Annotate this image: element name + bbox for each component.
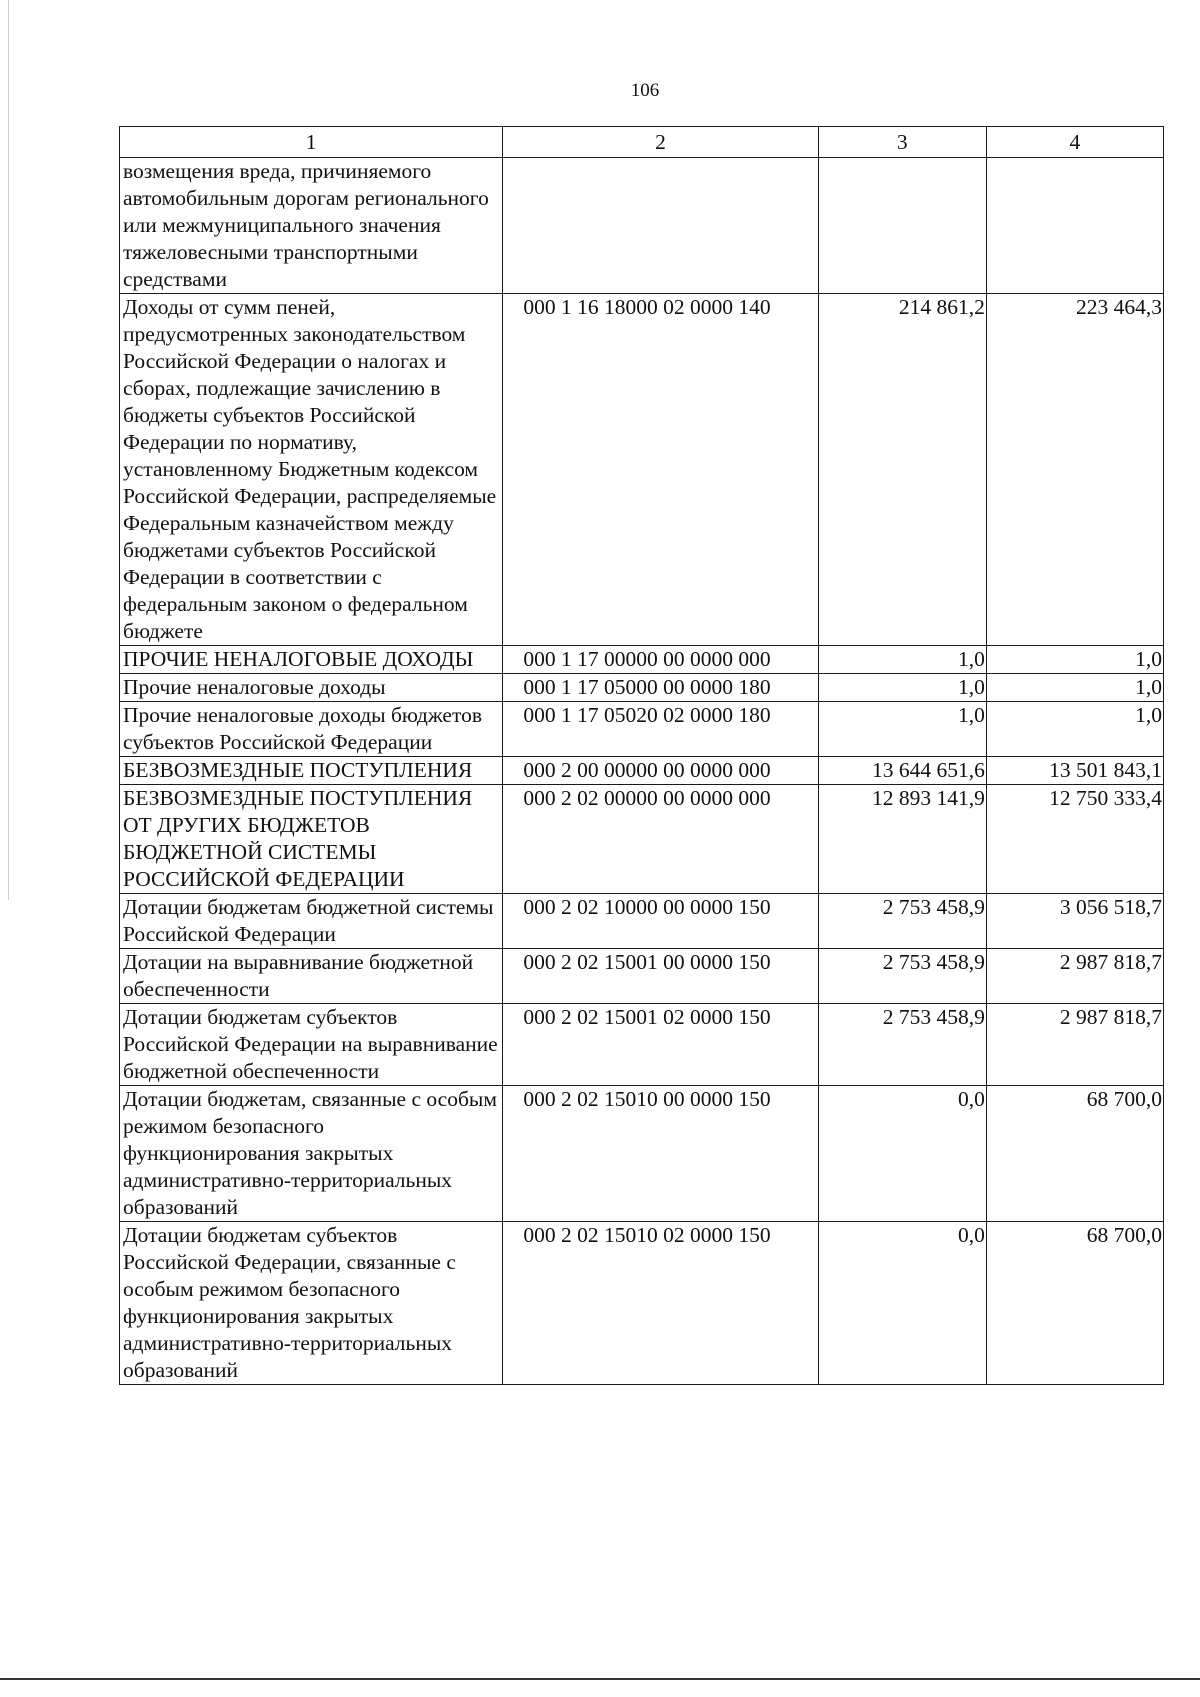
value-col4-cell: 12 750 333,4 bbox=[986, 785, 1163, 894]
revenue-name-cell: ПРОЧИЕ НЕНАЛОГОВЫЕ ДОХОДЫ bbox=[120, 646, 503, 674]
budget-revenue-table bbox=[119, 126, 1164, 1385]
table-row bbox=[120, 294, 1164, 646]
column-header-2: 2 bbox=[503, 127, 818, 158]
column-header-4: 4 bbox=[986, 127, 1163, 158]
value-col4-cell: 68 700,0 bbox=[986, 1086, 1163, 1222]
page-bottom-rule bbox=[0, 1678, 1200, 1680]
table-row bbox=[120, 1222, 1164, 1385]
revenue-name-cell: Дотации бюджетам субъектов Российской Федерации на выравнивание бюджетной обеспеченности bbox=[120, 1004, 503, 1086]
revenue-name-cell: Доходы от сумм пеней, предусмотренных законодательством Российской Федерации о налогах и сборах, подлежащие зачислению в бюджеты субъектов Российской Федерации по нормативу, установленному Бюджетным кодексом Российской Федерации, распределяемые Федеральным казначейством между бюджетами субъектов Российской Федерации в соответствии с федеральным законом о федеральном бюджете bbox=[120, 294, 503, 646]
revenue-name-cell: возмещения вреда, причиняемого автомобильным дорогам регионального или межмуниципального значения тяжеловесными транспортными средствами bbox=[120, 158, 503, 294]
value-col4-cell: 1,0 bbox=[986, 702, 1163, 757]
value-col3-cell: 0,0 bbox=[818, 1086, 986, 1222]
revenue-name-cell: Дотации бюджетам субъектов Российской Федерации, связанные с особым режимом безопасного функционирования закрытых административно-территориальных образований bbox=[120, 1222, 503, 1385]
value-col4-cell: 2 987 818,7 bbox=[986, 949, 1163, 1004]
table-row bbox=[120, 646, 1164, 674]
table-row bbox=[120, 1086, 1164, 1222]
revenue-name-cell: БЕЗВОЗМЕЗДНЫЕ ПОСТУПЛЕНИЯ ОТ ДРУГИХ БЮДЖЕТОВ БЮДЖЕТНОЙ СИСТЕМЫ РОССИЙСКОЙ ФЕДЕРАЦИИ bbox=[120, 785, 503, 894]
value-col4-cell: 1,0 bbox=[986, 674, 1163, 702]
value-col4-cell: 3 056 518,7 bbox=[986, 894, 1163, 949]
budget-code-cell: 000 1 17 05000 00 0000 180 bbox=[503, 674, 818, 702]
table-row bbox=[120, 158, 1164, 294]
value-col3-cell: 1,0 bbox=[818, 702, 986, 757]
revenue-name-cell: Дотации бюджетам бюджетной системы Российской Федерации bbox=[120, 894, 503, 949]
table-row bbox=[120, 1004, 1164, 1086]
budget-code-cell bbox=[503, 158, 818, 294]
revenue-name-cell: БЕЗВОЗМЕЗДНЫЕ ПОСТУПЛЕНИЯ bbox=[120, 757, 503, 785]
value-col3-cell: 1,0 bbox=[818, 646, 986, 674]
value-col4-cell: 223 464,3 bbox=[986, 294, 1163, 646]
value-col4-cell: 68 700,0 bbox=[986, 1222, 1163, 1385]
value-col4-cell: 1,0 bbox=[986, 646, 1163, 674]
value-col3-cell: 2 753 458,9 bbox=[818, 1004, 986, 1086]
value-col3-cell: 13 644 651,6 bbox=[818, 757, 986, 785]
revenue-name-cell: Прочие неналоговые доходы бюджетов субъектов Российской Федерации bbox=[120, 702, 503, 757]
value-col3-cell: 1,0 bbox=[818, 674, 986, 702]
budget-code-cell: 000 2 02 00000 00 0000 000 bbox=[503, 785, 818, 894]
page-number: 106 bbox=[630, 80, 660, 101]
table-header-row bbox=[120, 127, 1164, 158]
value-col3-cell: 2 753 458,9 bbox=[818, 894, 986, 949]
budget-code-cell: 000 1 16 18000 02 0000 140 bbox=[503, 294, 818, 646]
table-row bbox=[120, 785, 1164, 894]
value-col3-cell: 2 753 458,9 bbox=[818, 949, 986, 1004]
column-header-3: 3 bbox=[818, 127, 986, 158]
value-col4-cell: 2 987 818,7 bbox=[986, 1004, 1163, 1086]
value-col3-cell bbox=[818, 158, 986, 294]
budget-code-cell: 000 2 00 00000 00 0000 000 bbox=[503, 757, 818, 785]
budget-code-cell: 000 2 02 15010 00 0000 150 bbox=[503, 1086, 818, 1222]
table-row bbox=[120, 894, 1164, 949]
table-row bbox=[120, 674, 1164, 702]
revenue-name-cell: Прочие неналоговые доходы bbox=[120, 674, 503, 702]
budget-code-cell: 000 2 02 15001 02 0000 150 bbox=[503, 1004, 818, 1086]
value-col4-cell: 13 501 843,1 bbox=[986, 757, 1163, 785]
value-col4-cell bbox=[986, 158, 1163, 294]
table-row bbox=[120, 757, 1164, 785]
revenue-name-cell: Дотации на выравнивание бюджетной обеспеченности bbox=[120, 949, 503, 1004]
column-header-1: 1 bbox=[120, 127, 503, 158]
budget-code-cell: 000 2 02 15001 00 0000 150 bbox=[503, 949, 818, 1004]
value-col3-cell: 214 861,2 bbox=[818, 294, 986, 646]
value-col3-cell: 12 893 141,9 bbox=[818, 785, 986, 894]
revenue-name-cell: Дотации бюджетам, связанные с особым режимом безопасного функционирования закрытых административно-территориальных образований bbox=[120, 1086, 503, 1222]
table-row bbox=[120, 949, 1164, 1004]
budget-code-cell: 000 2 02 15010 02 0000 150 bbox=[503, 1222, 818, 1385]
budget-code-cell: 000 1 17 00000 00 0000 000 bbox=[503, 646, 818, 674]
budget-code-cell: 000 1 17 05020 02 0000 180 bbox=[503, 702, 818, 757]
budget-code-cell: 000 2 02 10000 00 0000 150 bbox=[503, 894, 818, 949]
scan-margin-line bbox=[8, 0, 9, 900]
value-col3-cell: 0,0 bbox=[818, 1222, 986, 1385]
table-row bbox=[120, 702, 1164, 757]
